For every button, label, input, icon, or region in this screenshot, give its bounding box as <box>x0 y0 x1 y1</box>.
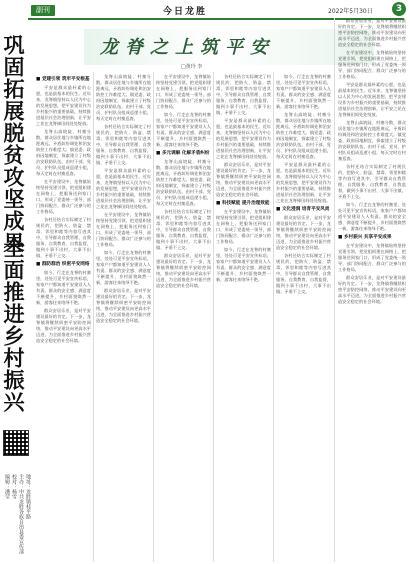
section-badge: 副刊 <box>31 5 55 16</box>
slogan-line-1: 巩固拓展脱贫攻坚成果 <box>1 34 26 254</box>
column-divider <box>273 72 274 562</box>
paragraph: 各村还结合实际制定了村规民约，把防火、防盗、禁毒、邻里和睦等内容写进其中，引导群众自我管理、自我服务、自我教育、自我监督，做到小事不出村、大事不出镇、矛盾不上交。 <box>276 253 331 294</box>
paragraph: 如今，行走在龙脊的村寨里，处处可见平安宣传标语，家家户户都知道平安建设人人有责。群众的安全感、满意度不断提升，乡村面貌焕然一新，游客往来络绎不绝。 <box>36 270 91 305</box>
paragraph: 在平安建设中，龙脊镇始终坚持党建引领，把党组织建在网格上，把服务送到家门口，形成了党委统一领导、部门协同配合、群众广泛参与的工作格局。 <box>96 212 151 247</box>
paragraph: 在平安建设中，龙脊镇始终坚持党建引领，把党组织建在网格上，把服务送到家门口，形成了党委统一领导、部门协同配合、群众广泛参与的工作格局。 <box>36 179 91 214</box>
column-divider <box>153 72 154 562</box>
slogan-sidebar <box>0 22 30 564</box>
subheading: ■ 群防群治 织密平安网络 <box>36 262 90 267</box>
slogan-line-2: 全面推进乡村振兴 <box>1 237 26 413</box>
text-column <box>156 74 211 562</box>
subheading: ■ 科技赋能 提升治理效能 <box>216 201 270 206</box>
paragraph: 在平安建设中，龙脊镇始终坚持党建引领，把党组织建在网格上，把服务送到家门口，形成了党委统一领导、部门协同配合、群众广泛参与的工作格局。 <box>338 243 406 272</box>
paragraph: 如今，行走在龙脊的村寨里，处处可见平安宣传标语，家家户户都知道平安建设人人有责。群众的安全感、满意度不断提升，乡村面貌焕然一新，游客往来络绎不绝。 <box>216 247 271 282</box>
page-number: 3 <box>392 2 406 16</box>
newspaper-name: 今日龙胜 <box>163 7 208 17</box>
sidebar-credit: 地址：龙胜镇桂平路 <box>25 474 31 519</box>
subheading: ■ 乡村振兴 共享平安成果 <box>338 235 392 240</box>
paragraph: 各村还结合实际制定了村规民约，把防火、防盗、禁毒、邻里和睦等内容写进其中，引导群众自我管理、自我服务、自我教育、自我监督，做到小事不出村、大事不出镇、矛盾不上交。 <box>96 124 151 165</box>
text-column <box>276 74 331 562</box>
paragraph: 在平安建设中，龙脊镇始终坚持党建引领，把党组织建在网格上，把服务送到家门口，形成了党委统一领导、部门协同配合、群众广泛参与的工作格局。 <box>338 50 406 79</box>
paragraph: 在平安建设中，龙脊镇始终坚持党建引领，把党组织建在网格上，把服务送到家门口，形成了党委统一领导、部门协同配合、群众广泛参与的工作格局。 <box>216 209 271 244</box>
paragraph: 平安是群众最朴素的心愿，也是最基本的民生。近年来，龙脊镇坚持以人民为中心的发展思想，把平安建设作为乡村振兴的重要基础，持续推进基层社会治理创新，让平安之花在龙脊梯田间处处绽放。 <box>216 118 271 159</box>
paragraph: 平安是群众最朴素的心愿，也是最基本的民生。近年来，龙脊镇坚持以人民为中心的发展思想，把平安建设作为乡村振兴的重要基础，持续推进基层社会治理创新，让平安之花在龙脊梯田间处处绽放。 <box>36 85 91 126</box>
text-column <box>96 74 151 562</box>
column-divider <box>213 72 214 562</box>
paragraph: 各村还结合实际制定了村规民约，把防火、防盗、禁毒、邻里和睦等内容写进其中，引导群众自我管理、自我服务、自我教育、自我监督，做到小事不出村、大事不出镇、矛盾不上交。 <box>156 209 211 250</box>
paragraph: 平安是群众最朴素的心愿，也是最基本的民生。近年来，龙脊镇坚持以人民为中心的发展思想，把平安建设作为乡村振兴的重要基础，持续推进基层社会治理创新，让平安之花在龙脊梯田间处处绽放。 <box>338 82 406 117</box>
article-byline: □黄玲 李 <box>181 64 203 70</box>
paragraph: 如今，行走在龙脊的村寨里，处处可见平安宣传标语，家家户户都知道平安建设人人有责。群众的安全感、满意度不断提升，乡村面貌焕然一新，游客往来络绎不绝。 <box>276 74 331 109</box>
paragraph: 群众安居乐业，是对平安建设最好的肯定。下一步，龙脊镇将继续织密平安防控网络，推动平安建设向更高水平迈进，为全面推进乡村振兴营造安全稳定的社会环境。 <box>276 215 331 250</box>
paragraph: 各村还结合实际制定了村规民约，把防火、防盗、禁毒、邻里和睦等内容写进其中，引导群众自我管理、自我服务、自我教育、自我监督，做到小事不出村、大事不出镇、矛盾不上交。 <box>338 164 406 199</box>
sidebar-credit: 编辑：潘莹 <box>4 474 10 499</box>
paragraph: 群众安居乐业，是对平安建设最好的肯定。下一步，龙脊镇将继续织密平安防控网络，推动平安建设向更高水平迈进，为全面推进乡村振兴营造安全稳定的社会环境。 <box>216 162 271 197</box>
text-column <box>216 74 271 562</box>
sidebar-credit: 主办：中共龙胜各族自治县委宣传部 <box>18 474 24 554</box>
sidebar-credit: 校对：杨雪 <box>11 474 17 499</box>
paragraph: 龙脊山高坡陡、村寨分散，群众居住地与乡镇所在地距离远，矛盾纠纷调处和治安防控工作难度大。镇党委、政府因地制宜，探索建立了村级治安联防队伍，由村干部、党员、护村队员组成巡逻小组，每天定时在村寨巡查。 <box>276 112 331 159</box>
paragraph: 平安是群众最朴素的心愿，也是最基本的民生。近年来，龙脊镇坚持以人民为中心的发展思想，把平安建设作为乡村振兴的重要基础，持续推进基层社会治理创新，让平安之花在龙脊梯田间处处绽放。 <box>96 168 151 209</box>
subheading: ■ 多元调解 化解矛盾纠纷 <box>156 151 210 156</box>
column-divider <box>334 18 335 562</box>
paragraph: 如今，行走在龙脊的村寨里，处处可见平安宣传标语，家家户户都知道平安建设人人有责。群众的安全感、满意度不断提升，乡村面貌焕然一新，游客往来络绎不绝。 <box>96 250 151 285</box>
qr-code <box>3 430 29 456</box>
paragraph: 群众安居乐业，是对平安建设最好的肯定。下一步，龙脊镇将继续织密平安防控网络，推动平安建设向更高水平迈进，为全面推进乡村振兴营造安全稳定的社会环境。 <box>156 253 211 288</box>
paragraph: 群众安居乐业，是对平安建设最好的肯定。下一步，龙脊镇将继续织密平安防控网络，推动平安建设向更高水平迈进，为全面推进乡村振兴营造安全稳定的社会环境。 <box>96 288 151 323</box>
paragraph: 龙脊山高坡陡、村寨分散，群众居住地与乡镇所在地距离远，矛盾纠纷调处和治安防控工作难度大。镇党委、政府因地制宜，探索建立了村级治安联防队伍，由村干部、党员、护村队员组成巡逻小组，每天定时在村寨巡查。 <box>36 129 91 176</box>
issue-date: 2022年5月30日 <box>328 8 373 15</box>
paragraph: 如今，行走在龙脊的村寨里，处处可见平安宣传标语，家家户户都知道平安建设人人有责。群众的安全感、满意度不断提升，乡村面貌焕然一新，游客往来络绎不绝。 <box>156 112 211 147</box>
subheading: ■ 文化浸润 培育平安风尚 <box>276 207 330 212</box>
paragraph: 群众安居乐业，是对平安建设最好的肯定。下一步，龙脊镇将继续织密平安防控网络，推动平安建设向更高水平迈进，为全面推进乡村振兴营造安全稳定的社会环境。 <box>338 18 406 47</box>
paragraph: 各村还结合实际制定了村规民约，把防火、防盗、禁毒、邻里和睦等内容写进其中，引导群众自我管理、自我服务、自我教育、自我监督，做到小事不出村、大事不出镇、矛盾不上交。 <box>216 74 271 115</box>
paragraph: 龙脊山高坡陡、村寨分散，群众居住地与乡镇所在地距离远，矛盾纠纷调处和治安防控工作难度大。镇党委、政府因地制宜，探索建立了村级治安联防队伍，由村干部、党员、护村队员组成巡逻小组，每天定时在村寨巡查。 <box>338 120 406 161</box>
column-divider <box>93 72 94 562</box>
paragraph: 如今，行走在龙脊的村寨里，处处可见平安宣传标语，家家户户都知道平安建设人人有责。群众的安全感、满意度不断提升，乡村面貌焕然一新，游客往来络绎不绝。 <box>338 202 406 231</box>
text-column <box>338 18 406 562</box>
text-column <box>36 74 91 562</box>
paragraph: 各村还结合实际制定了村规民约，把防火、防盗、禁毒、邻里和睦等内容写进其中，引导群众自我管理、自我服务、自我教育、自我监督，做到小事不出村、大事不出镇、矛盾不上交。 <box>36 217 91 258</box>
paragraph: 平安是群众最朴素的心愿，也是最基本的民生。近年来，龙脊镇坚持以人民为中心的发展思想，把平安建设作为乡村振兴的重要基础，持续推进基层社会治理创新，让平安之花在龙脊梯田间处处绽放。 <box>276 162 331 203</box>
paragraph: 群众安居乐业，是对平安建设最好的肯定。下一步，龙脊镇将继续织密平安防控网络，推动平安建设向更高水平迈进，为全面推进乡村振兴营造安全稳定的社会环境。 <box>36 308 91 343</box>
paragraph: 群众安居乐业，是对平安建设最好的肯定。下一步，龙脊镇将继续织密平安防控网络，推动平安建设向更高水平迈进，为全面推进乡村振兴营造安全稳定的社会环境。 <box>338 275 406 304</box>
paragraph: 在平安建设中，龙脊镇始终坚持党建引领，把党组织建在网格上，把服务送到家门口，形成了党委统一领导、部门协同配合、群众广泛参与的工作格局。 <box>156 74 211 109</box>
subheading: ■ 党建引领 筑牢平安根基 <box>36 77 90 82</box>
article-title: 龙脊之上筑平安 <box>100 37 275 58</box>
paragraph: 龙脊山高坡陡、村寨分散，群众居住地与乡镇所在地距离远，矛盾纠纷调处和治安防控工作难度大。镇党委、政府因地制宜，探索建立了村级治安联防队伍，由村干部、党员、护村队员组成巡逻小组，每天定时在村寨巡查。 <box>96 74 151 121</box>
paragraph: 龙脊山高坡陡、村寨分散，群众居住地与乡镇所在地距离远，矛盾纠纷调处和治安防控工作难度大。镇党委、政府因地制宜，探索建立了村级治安联防队伍，由村干部、党员、护村队员组成巡逻小组，每天定时在村寨巡查。 <box>156 159 211 206</box>
